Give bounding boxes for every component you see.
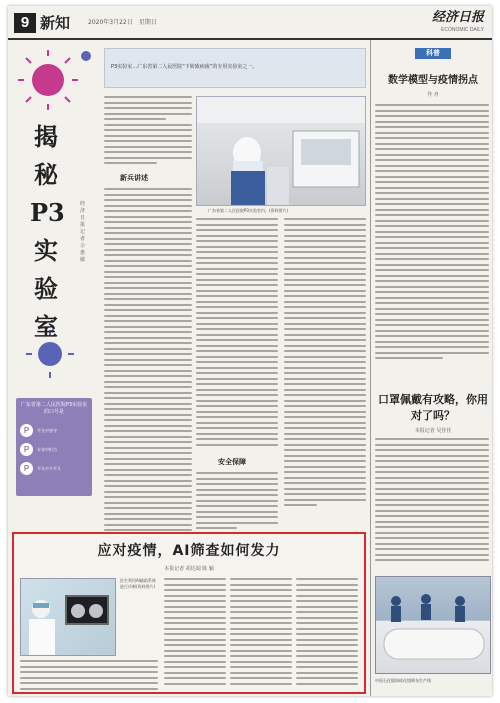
info-item (20, 462, 88, 475)
newspaper-page (8, 6, 492, 696)
factory-photo (375, 576, 491, 674)
photo-caption: 中国石化镇海炼化熔喷布生产线 (375, 678, 431, 683)
article-column (230, 578, 292, 688)
article-title: 应对疫情，AI筛查如何发力 (97, 543, 281, 559)
info-box (16, 398, 92, 496)
article-column (196, 472, 278, 533)
article-author: 本报记者 吴佳佳 (414, 428, 452, 434)
article-column (284, 218, 366, 510)
article-column (104, 96, 192, 168)
article-column (104, 188, 192, 551)
lab-photo-image (197, 97, 366, 206)
bullet-icon: P (20, 424, 33, 437)
article-title: 口罩佩戴有攻略，你用对了吗？ (378, 393, 488, 422)
info-box-title: 广东省第二人民医院P3实验室的口号是 (20, 402, 88, 415)
section-badge: 科普 (415, 48, 451, 59)
info-item (20, 443, 88, 456)
info-item-text: 平凡中不平凡 (37, 465, 61, 471)
feature-title: 揭秘P3实验室 (30, 122, 65, 341)
masthead-logo: 经济日报 (431, 10, 484, 25)
photo-caption: 广东省第二人民医院P3实验室内。(资料图片) (208, 208, 289, 213)
photo-caption: 医生利用AI辅助系统进行诊断(资料图片) (120, 578, 156, 589)
subhead: 新兵讲述 (120, 174, 148, 182)
masthead-subtitle: ECONOMIC DAILY (441, 27, 484, 33)
article-column (375, 438, 489, 565)
lead-text: P3实验室…广东省第二人民医院“下转致病菌”的专用实验室之一。 (111, 64, 258, 70)
highlighted-article (12, 532, 366, 694)
article-column (296, 578, 358, 688)
article-author: 作 舟 (427, 92, 439, 98)
info-item (20, 424, 88, 437)
info-item-text: 专业中担当 (37, 446, 57, 452)
page-header (8, 6, 492, 40)
page-number: 9 (14, 13, 36, 33)
subhead: 安全保障 (218, 458, 246, 466)
section-name: 新知 (40, 14, 71, 32)
article-title: 数学模型与疫情拐点 (388, 75, 478, 86)
article-column (164, 578, 226, 688)
monitor-screen (65, 595, 109, 625)
right-column (370, 40, 492, 696)
article-byline: 本报记者 胡达闻 陈 颖 (164, 566, 214, 572)
article-column (375, 104, 489, 363)
feature-byline: 经济日报 记者 佘惠敏 (80, 201, 86, 263)
lead-box (104, 48, 366, 88)
dateline: 2020年3月22日 星期日 (88, 19, 157, 26)
ai-screening-photo (20, 578, 116, 656)
info-item-text: 平凡中坚守 (37, 427, 57, 433)
factory-photo-image (376, 577, 491, 674)
article-column (196, 218, 278, 449)
lab-photo (196, 96, 366, 206)
article-column (20, 660, 158, 693)
bullet-icon: P (20, 443, 33, 456)
virus-graphic (10, 44, 100, 124)
bullet-icon: P (20, 462, 33, 475)
